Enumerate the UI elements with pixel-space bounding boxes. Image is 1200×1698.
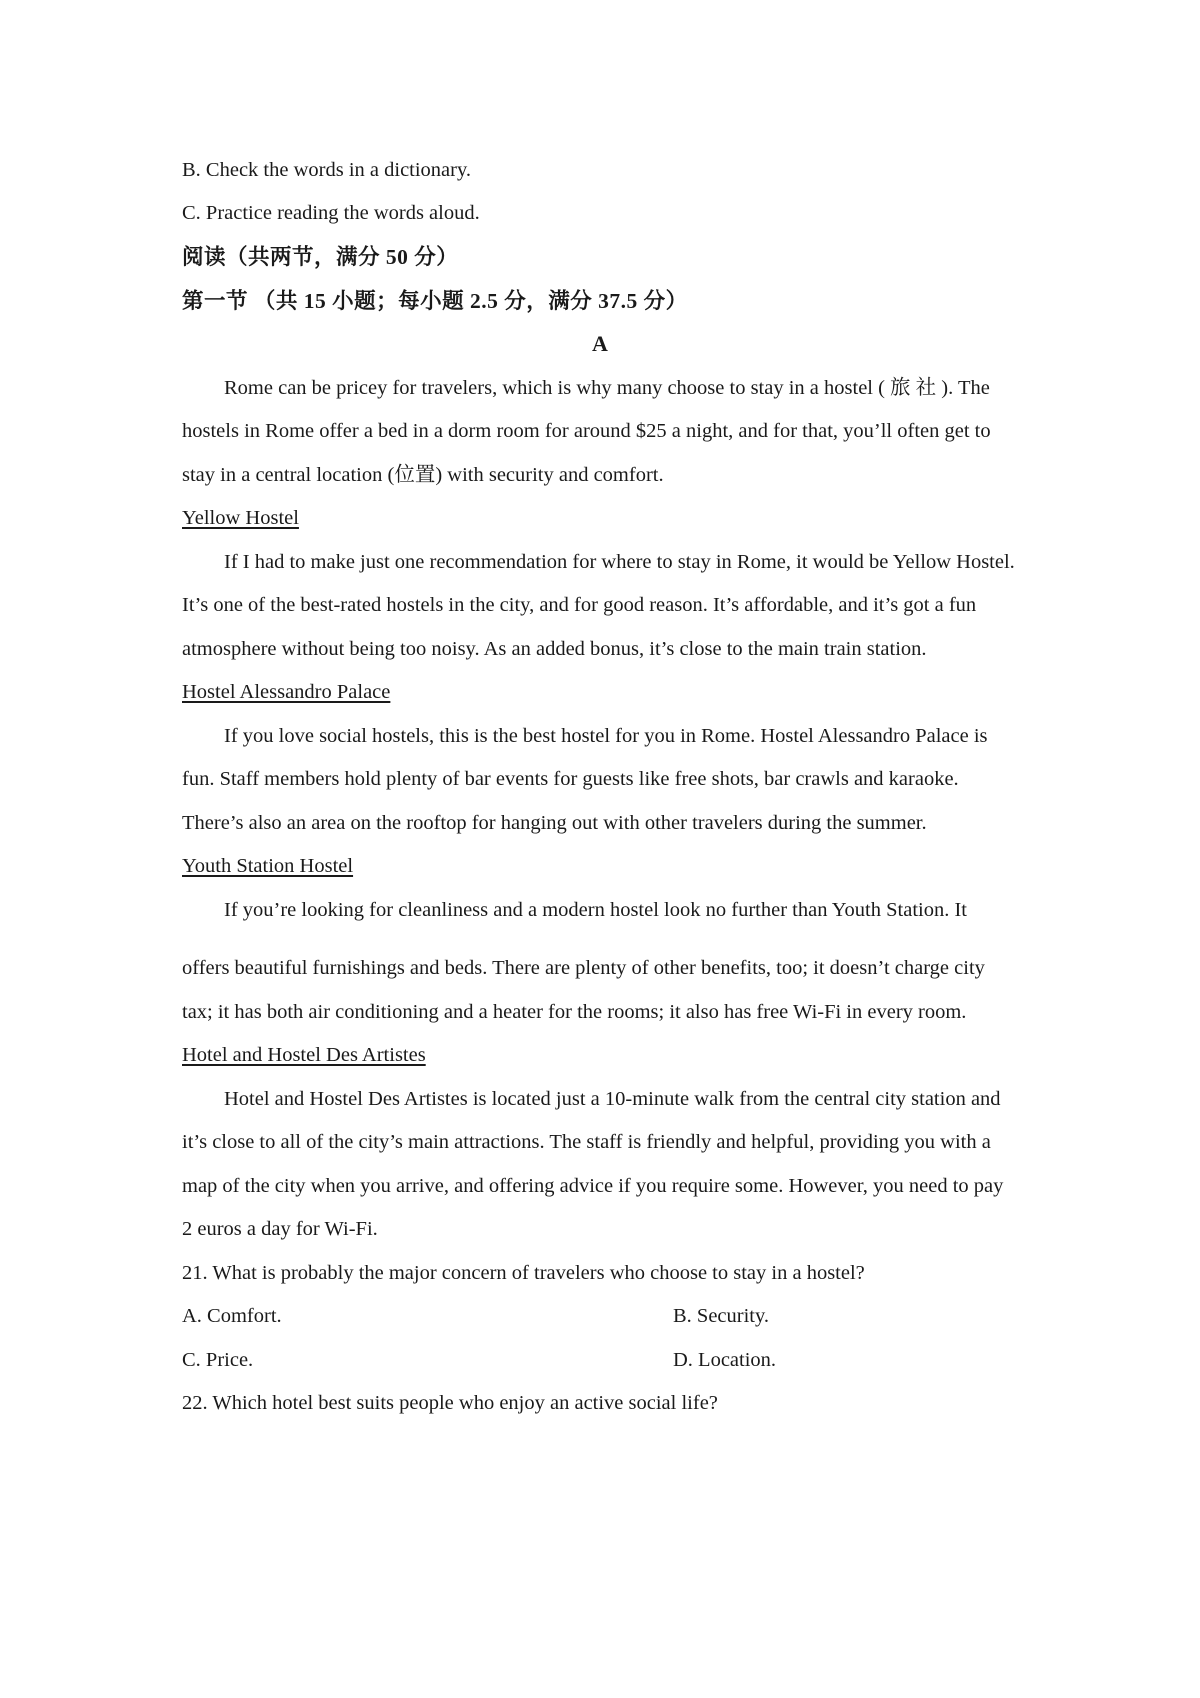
- hostel-youth-line-1: If you’re looking for cleanliness and a modern hostel look no further than Youth Station. It: [224, 899, 967, 921]
- question-21-stem: 21. What is probably the major concern of travelers who choose to stay in a hostel?: [182, 1262, 865, 1284]
- question-21-option-c: C. Price.: [182, 1349, 254, 1371]
- hostel-artistes-line-2: it’s close to all of the city’s main attractions. The staff is friendly and helpful, providing you with a: [182, 1131, 991, 1153]
- hostel-title-youth-station: Youth Station Hostel: [182, 855, 354, 877]
- intro-line-2: hostels in Rome offer a bed in a dorm room for around $25 a night, and for that, you’ll often get to: [182, 420, 991, 442]
- hostel-youth-line-2: offers beautiful furnishings and beds. There are plenty of other benefits, too; it doesn’t charge city: [182, 957, 985, 979]
- question-21-option-d: D. Location.: [673, 1349, 777, 1371]
- question-21-option-b: B. Security.: [673, 1305, 770, 1327]
- prev-option-b: B. Check the words in a dictionary.: [182, 159, 472, 181]
- hostel-yellow-line-2: It’s one of the best-rated hostels in the city, and for good reason. It’s affordable, and it’s got a fun: [182, 594, 977, 616]
- subsection-heading: 第一节 （共 15 小题；每小题 2.5 分，满分 37.5 分）: [182, 289, 688, 313]
- hostel-yellow-line-1: If I had to make just one recommendation for where to stay in Rome, it would be Yellow Hostel.: [224, 551, 1015, 573]
- section-heading: 阅读（共两节，满分 50 分）: [182, 245, 459, 269]
- hostel-artistes-line-3: map of the city when you arrive, and offering advice if you require some. However, you need to pay: [182, 1175, 1004, 1197]
- question-21-option-a: A. Comfort.: [182, 1305, 282, 1327]
- hostel-alessandro-line-2: fun. Staff members hold plenty of bar events for guests like free shots, bar crawls and karaoke.: [182, 768, 959, 790]
- hostel-yellow-line-3: atmosphere without being too noisy. As an added bonus, it’s close to the main train station.: [182, 638, 927, 660]
- hostel-title-des-artistes: Hotel and Hostel Des Artistes: [182, 1044, 426, 1066]
- hostel-title-yellow: Yellow Hostel: [182, 507, 299, 529]
- hostel-artistes-line-4: 2 euros a day for Wi-Fi.: [182, 1218, 378, 1240]
- hostel-alessandro-line-3: There’s also an area on the rooftop for hanging out with other travelers during the summer.: [182, 812, 927, 834]
- intro-line-1: Rome can be pricey for travelers, which is why many choose to stay in a hostel ( 旅 社 ). The: [224, 377, 990, 399]
- intro-line-3: stay in a central location (位置) with security and comfort.: [182, 464, 664, 486]
- question-22-stem: 22. Which hotel best suits people who enjoy an active social life?: [182, 1392, 718, 1414]
- hostel-title-alessandro: Hostel Alessandro Palace: [182, 681, 391, 703]
- hostel-youth-line-3: tax; it has both air conditioning and a heater for the rooms; it also has free Wi-Fi in every room.: [182, 1001, 967, 1023]
- prev-option-c: C. Practice reading the words aloud.: [182, 202, 480, 224]
- hostel-alessandro-line-1: If you love social hostels, this is the best hostel for you in Rome. Hostel Alessandro Palace is: [224, 725, 988, 747]
- hostel-artistes-line-1: Hotel and Hostel Des Artistes is located just a 10-minute walk from the central city station and: [224, 1088, 1001, 1110]
- passage-label: A: [592, 331, 608, 356]
